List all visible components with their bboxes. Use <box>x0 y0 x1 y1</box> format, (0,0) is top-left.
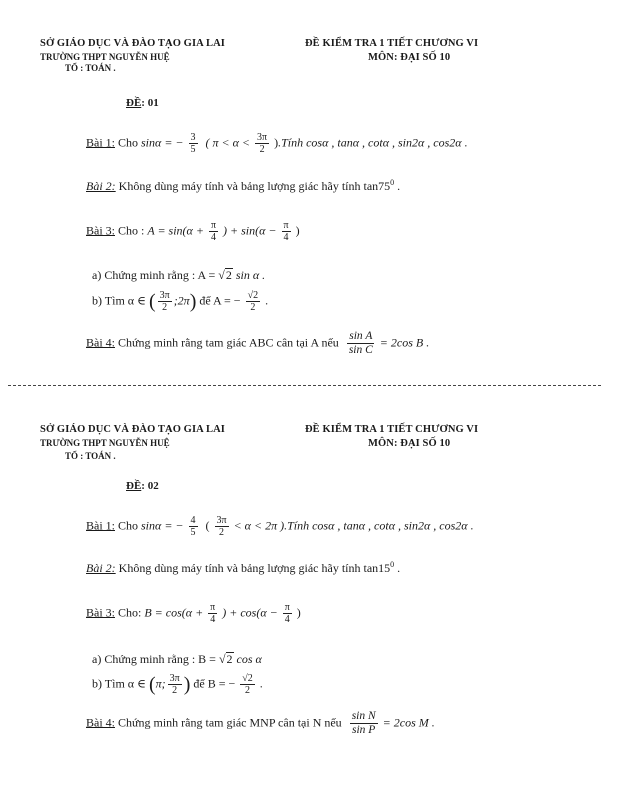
numerator: sin N <box>351 710 376 722</box>
numerator: 4 <box>190 515 196 526</box>
exam-code <box>126 97 159 109</box>
fraction <box>189 515 198 538</box>
interval-separator: ;2π <box>173 293 190 308</box>
exam-subject: MÔN: ĐẠI SỐ 10 <box>368 52 451 63</box>
degree-superscript: 0 <box>390 560 395 569</box>
exam-code-number: : 02 <box>141 480 159 492</box>
numerator: 3π <box>169 673 180 684</box>
denominator: sin C <box>348 344 373 356</box>
fraction <box>246 290 261 313</box>
fraction <box>189 132 198 155</box>
math-lhs: sinα = − <box>141 518 184 533</box>
paren-open: ( <box>148 290 156 313</box>
paren-close: ) <box>189 290 197 313</box>
part-b-text: b) Tìm α ∈ <box>92 676 146 691</box>
fraction <box>282 220 291 243</box>
denominator: 2 <box>172 685 178 696</box>
paren-open: ( <box>148 673 156 696</box>
question-label: Bài 2: <box>86 561 116 575</box>
question-label: Bài 3: <box>86 223 115 238</box>
fraction <box>209 220 218 243</box>
question-4 <box>86 710 435 737</box>
degree-superscript: 0 <box>390 178 395 187</box>
cho-word: Cho: <box>118 605 142 620</box>
fraction <box>350 710 378 737</box>
numerator: 3π <box>159 290 170 301</box>
paren-close: ) <box>183 673 191 696</box>
expr-part-1: A = sin(α + <box>147 223 204 238</box>
question-label: Bài 1: <box>86 135 115 150</box>
denominator: sin P <box>352 724 376 736</box>
expr-part-3: ) <box>296 605 301 620</box>
part-b-end: . <box>265 293 269 308</box>
fraction <box>208 602 217 625</box>
exam-code <box>126 480 159 492</box>
numerator: 3π <box>216 515 227 526</box>
denominator: 4 <box>210 614 216 625</box>
expr-part-1: B = cos(α + <box>144 605 204 620</box>
sqrt-sign: √ <box>218 268 225 282</box>
dept-name: SỞ GIÁO DỤC VÀ ĐÀO TẠO GIA LAI <box>40 424 225 435</box>
numerator: π <box>210 220 217 231</box>
expr-part-3: ) <box>295 223 300 238</box>
fraction <box>168 673 182 696</box>
fraction <box>158 290 172 313</box>
dept-name: SỞ GIÁO DỤC VÀ ĐÀO TẠO GIA LAI <box>40 38 225 49</box>
exam-subject: MÔN: ĐẠI SỐ 10 <box>368 438 451 449</box>
denominator: 5 <box>190 144 196 155</box>
exam-code-number: : 01 <box>141 97 159 109</box>
denominator: 4 <box>210 232 216 243</box>
part-a-end: sin α . <box>235 268 266 282</box>
denominator: 2 <box>245 685 250 696</box>
numerator: 3 <box>190 132 196 143</box>
question-ask: .Tính cosα , tanα , cotα , sin2α , cos2α . <box>278 135 468 150</box>
question-end: . <box>394 561 401 575</box>
question-text: Chứng minh rằng tam giác ABC cân tại A nếu <box>118 335 339 350</box>
condition-right: < α < 2π ). <box>233 518 288 533</box>
cho-word: Cho : <box>118 223 145 238</box>
exam-code-label: ĐỀ <box>126 480 142 492</box>
numerator: 3π <box>257 132 268 143</box>
question-4 <box>86 330 429 357</box>
question-3b <box>92 290 268 313</box>
question-2 <box>86 178 400 194</box>
exam-title: ĐỀ KIỂM TRA 1 TIẾT CHƯƠNG VI <box>305 424 479 435</box>
sqrt-sign: √ <box>218 652 226 666</box>
part-a-text: a) Chứng minh rằng : A = <box>92 268 216 282</box>
fraction <box>283 602 292 625</box>
part-b-de: để A = − <box>199 293 241 308</box>
expr-part-2: ) + cos(α − <box>222 605 278 620</box>
numerator: π <box>284 602 290 613</box>
part-a-text: a) Chứng minh rằng : B = <box>92 652 216 666</box>
condition-left: ( <box>205 518 210 533</box>
question-label: Bài 4: <box>86 715 115 730</box>
question-label: Bài 4: <box>86 335 115 350</box>
question-text: Không dùng máy tính và bảng lượng giác hãy tính tan75 <box>118 179 391 193</box>
denominator: 2 <box>250 302 256 313</box>
interval-start: π; <box>155 676 166 691</box>
condition-fraction <box>255 132 269 155</box>
question-label: Bài 2: <box>86 179 116 193</box>
school-name: TRƯỜNG THPT NGUYỄN HUỆ <box>40 52 170 62</box>
group-name: TỔ : TOÁN . <box>65 63 116 73</box>
question-label: Bài 3: <box>86 605 115 620</box>
condition-fraction <box>215 515 229 538</box>
cho-word: Cho <box>118 518 139 533</box>
question-2 <box>86 560 400 576</box>
question-3 <box>86 220 300 243</box>
question-label: Bài 1: <box>86 518 115 533</box>
group-name: TỔ : TOÁN . <box>65 451 116 461</box>
question-3 <box>86 602 301 625</box>
numerator: π <box>283 220 289 231</box>
numerator: sin A <box>349 330 373 342</box>
part-a-end: cos α <box>236 652 262 666</box>
question-3a <box>92 652 262 667</box>
question-3a <box>92 268 265 283</box>
question-text: Chứng minh rằng tam giác MNP cân tại N nếu <box>118 715 342 730</box>
denominator: 2 <box>259 144 265 155</box>
numerator: π <box>210 602 216 613</box>
denominator: 4 <box>284 614 290 625</box>
numerator: √2 <box>242 673 253 684</box>
condition-right: ) <box>274 135 279 150</box>
radicand: 2 <box>226 652 233 666</box>
part-b-end: . <box>259 676 263 691</box>
exam-code-label: ĐỀ <box>126 97 142 109</box>
fraction <box>347 330 375 357</box>
question-end: . <box>394 179 401 193</box>
question-text: Không dùng máy tính và bảng lượng giác hãy tính tan15 <box>118 561 391 575</box>
denominator: 4 <box>283 232 289 243</box>
part-b-de: để B = − <box>193 676 236 691</box>
question-ask: Tính cosα , tanα , cotα , sin2α , cos2α . <box>287 518 474 533</box>
question-1 <box>86 515 474 538</box>
question-1 <box>86 132 468 155</box>
cho-word: Cho <box>118 135 139 150</box>
numerator: √2 <box>247 290 259 301</box>
denominator: 2 <box>162 302 168 313</box>
math-lhs: sinα = − <box>141 135 184 150</box>
radicand: 2 <box>225 268 232 282</box>
exam-title: ĐỀ KIỂM TRA 1 TIẾT CHƯƠNG VI <box>305 38 479 49</box>
fraction <box>240 673 255 696</box>
school-name: TRƯỜNG THPT NGUYỄN HUỆ <box>40 438 170 448</box>
denominator: 2 <box>219 527 225 538</box>
condition-left: ( π < α < <box>205 135 251 150</box>
question-3b <box>92 673 263 696</box>
denominator: 5 <box>190 527 196 538</box>
expr-part-2: ) + sin(α − <box>223 223 277 238</box>
part-b-text: b) Tìm α ∈ <box>92 293 146 308</box>
cut-line-divider <box>8 385 601 386</box>
question-rhs: = 2cos M . <box>382 715 435 730</box>
question-rhs: = 2cos B . <box>379 335 430 350</box>
